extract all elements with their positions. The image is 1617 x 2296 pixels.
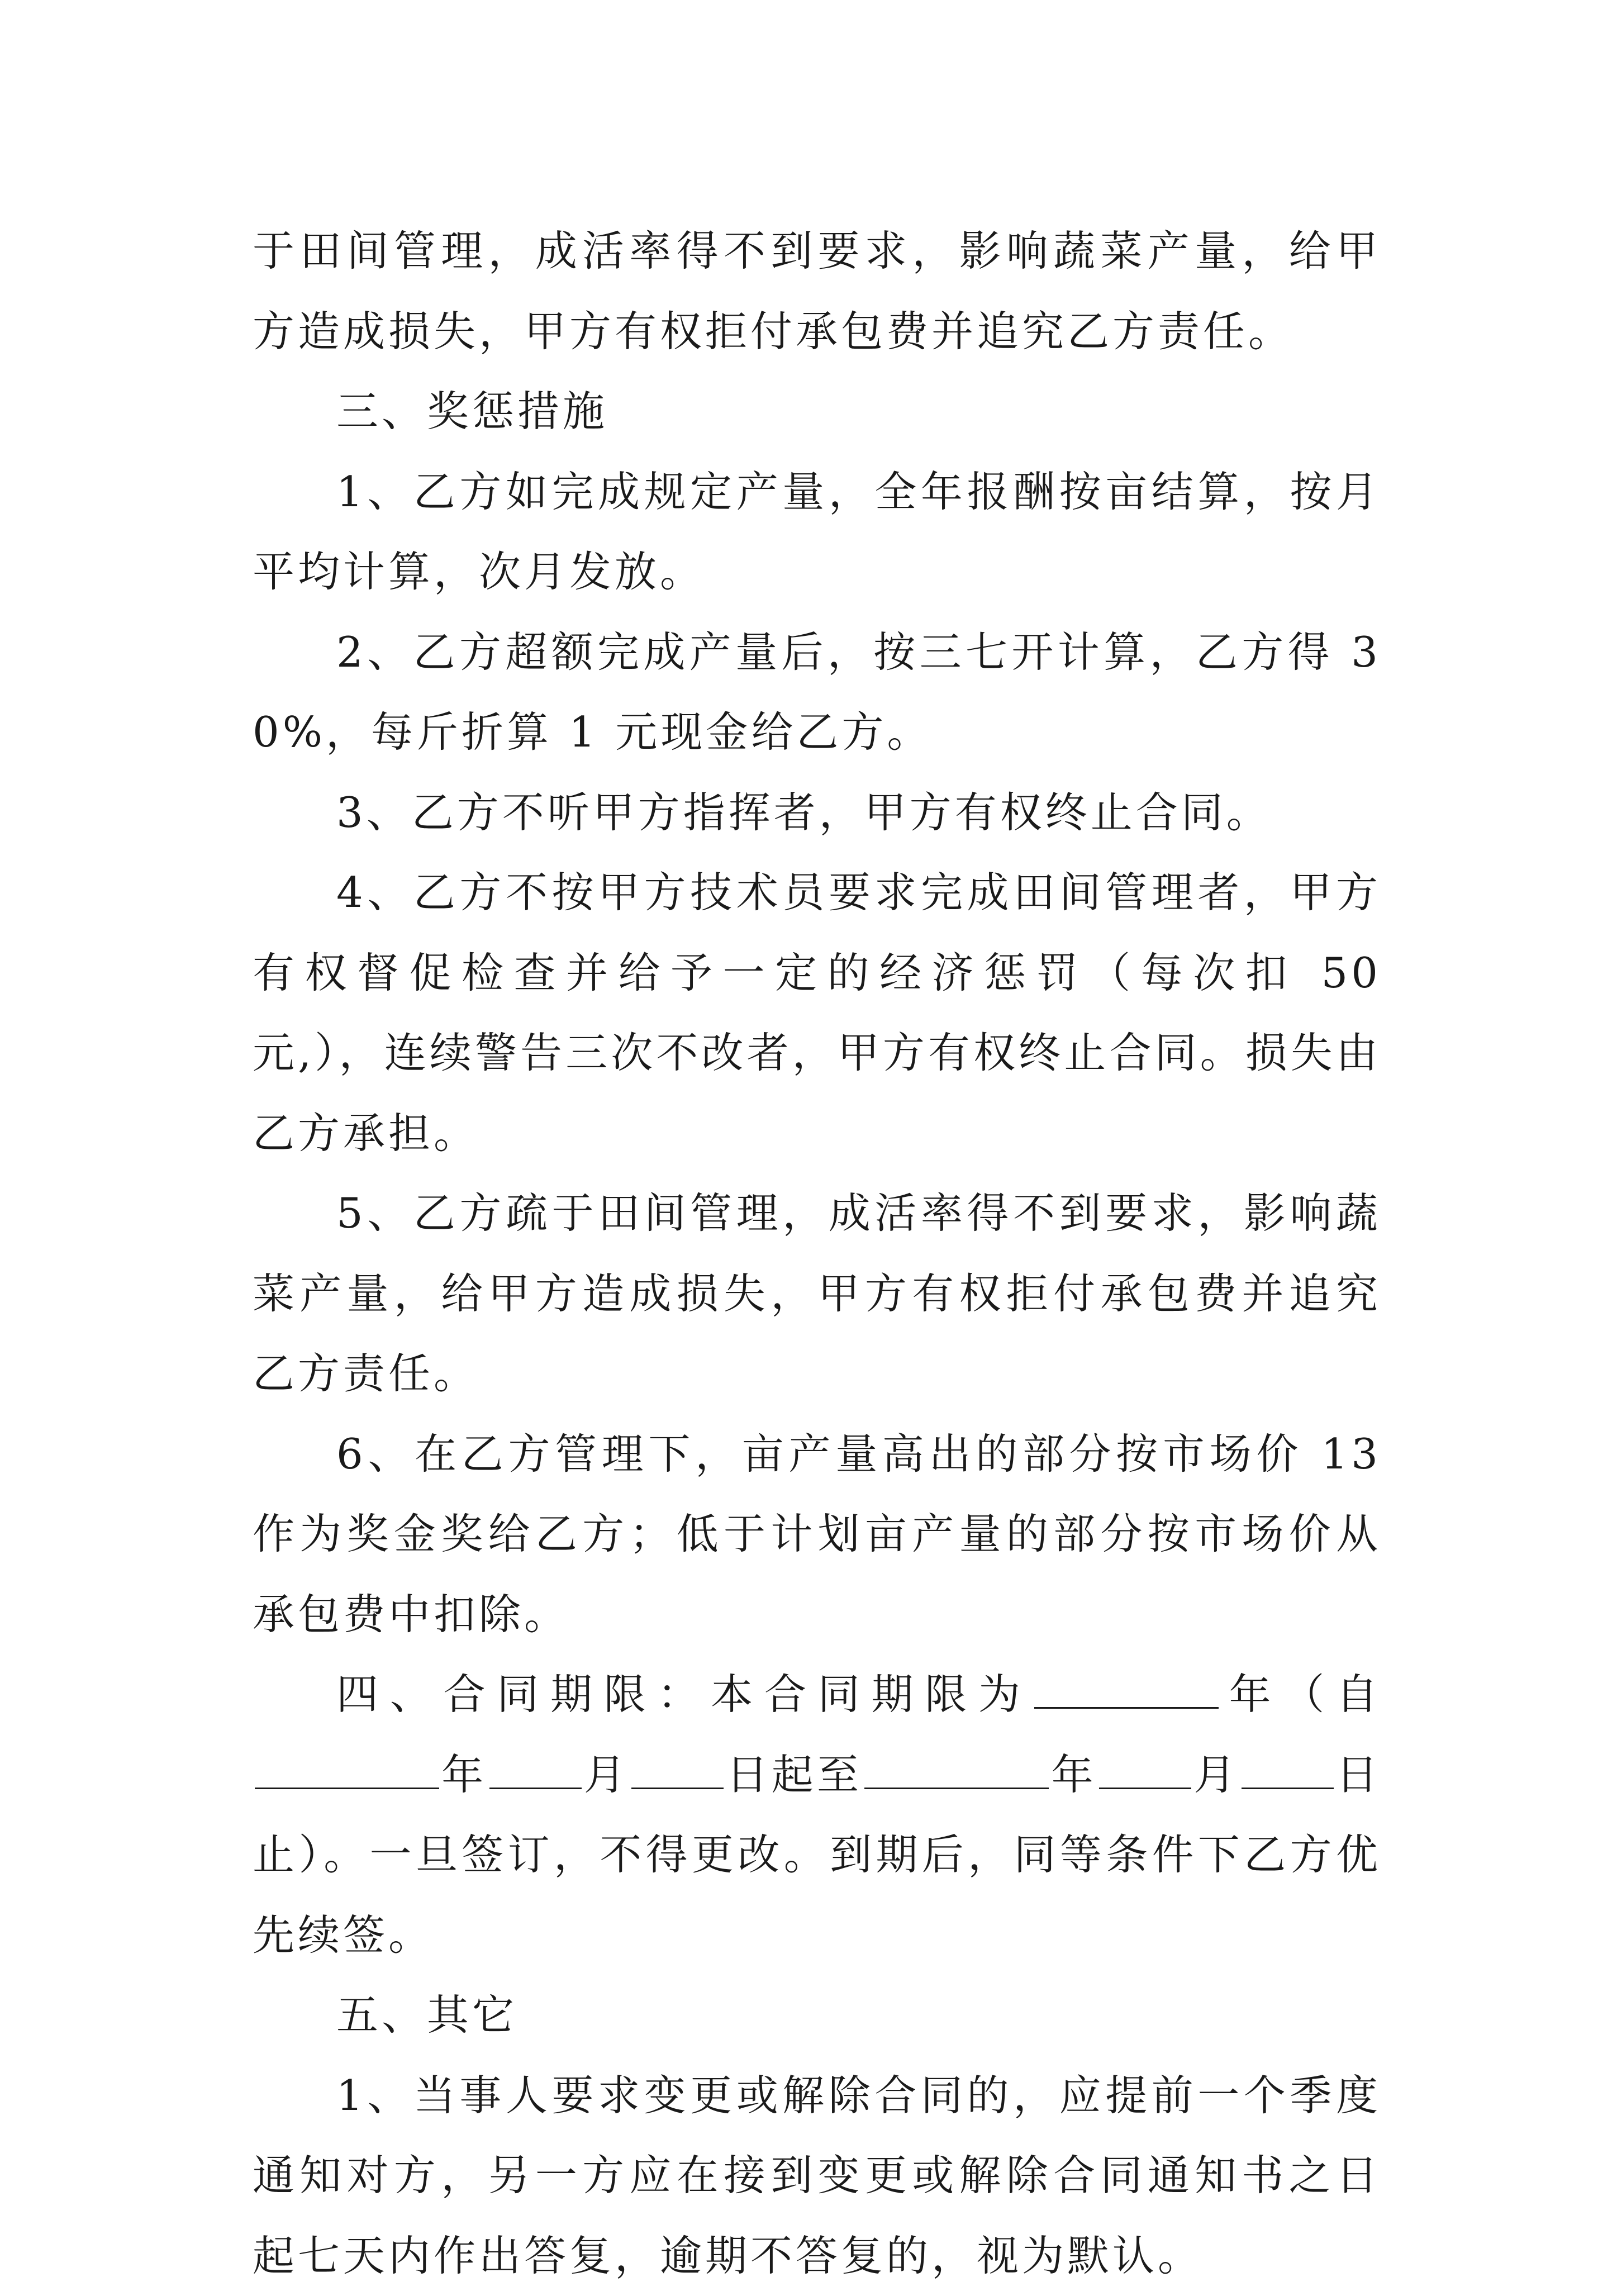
clause-3-6: 6、在乙方管理下，亩产量高出的部分按市场价 13 作为奖金奖给乙方；低于计划亩产量的部分按市场价从承包费中扣除。 [253,1414,1381,1655]
clause-3-4: 4、乙方不按甲方技术员要求完成田间管理者，甲方有权督促检查并给予一定的经济惩罚（每次扣 50 元,），连续警告三次不改者，甲方有权终止合同。损失由乙方承担。 [253,853,1381,1173]
start-month-label: 月 [584,1750,630,1799]
term-years-blank[interactable] [1034,1665,1219,1709]
clause-3-5: 5、乙方疏于田间管理，成活率得不到要求，影响蔬菜产量，给甲方造成损失，甲方有权拒付承包费并追究乙方责任。 [253,1173,1381,1414]
end-day-label: 日止）。一旦签订，不得更改。到期后，同等条件下乙方优先续签。 [253,1750,1381,1960]
end-month-label: 月 [1193,1750,1239,1799]
start-month-blank[interactable] [489,1746,582,1789]
clause-3-2: 2、乙方超额完成产量后，按三七开计算，乙方得 30%，每斤折算 1 元现金给乙方。 [253,612,1381,773]
start-year-blank[interactable] [255,1746,439,1789]
clause-5-1: 1、当事人要求变更或解除合同的，应提前一个季度通知对方，另一方应在接到变更或解除合同通知书之日起七天内作出答复，逾期不答复的，视为默认。 [253,2056,1381,2296]
term-year-unit: 年（自 [1221,1670,1381,1719]
end-month-blank[interactable] [1099,1746,1191,1789]
section-heading-other: 五、其它 [253,1975,1381,2056]
clause-3-3: 3、乙方不听甲方指挥者，甲方有权终止合同。 [253,773,1381,853]
start-year-label: 年 [441,1750,487,1799]
end-year-blank[interactable] [864,1746,1049,1789]
start-day-label: 日起至 [726,1750,862,1799]
end-year-label: 年 [1051,1750,1097,1799]
section-contract-term [253,1655,1381,1975]
term-prefix: 四、合同期限：本合同期限为 [336,1670,1032,1719]
paragraph-continuation: 于田间管理，成活率得不到要求，影响蔬菜产量，给甲方造成损失，甲方有权拒付承包费并追究乙方责任。 [253,211,1381,372]
document-body [253,211,1381,2296]
end-day-blank[interactable] [1242,1746,1334,1789]
clause-3-1: 1、乙方如完成规定产量，全年报酬按亩结算，按月平均计算，次月发放。 [253,452,1381,612]
section-heading-rewards-penalties: 三、奖惩措施 [253,372,1381,452]
start-day-blank[interactable] [631,1746,724,1789]
